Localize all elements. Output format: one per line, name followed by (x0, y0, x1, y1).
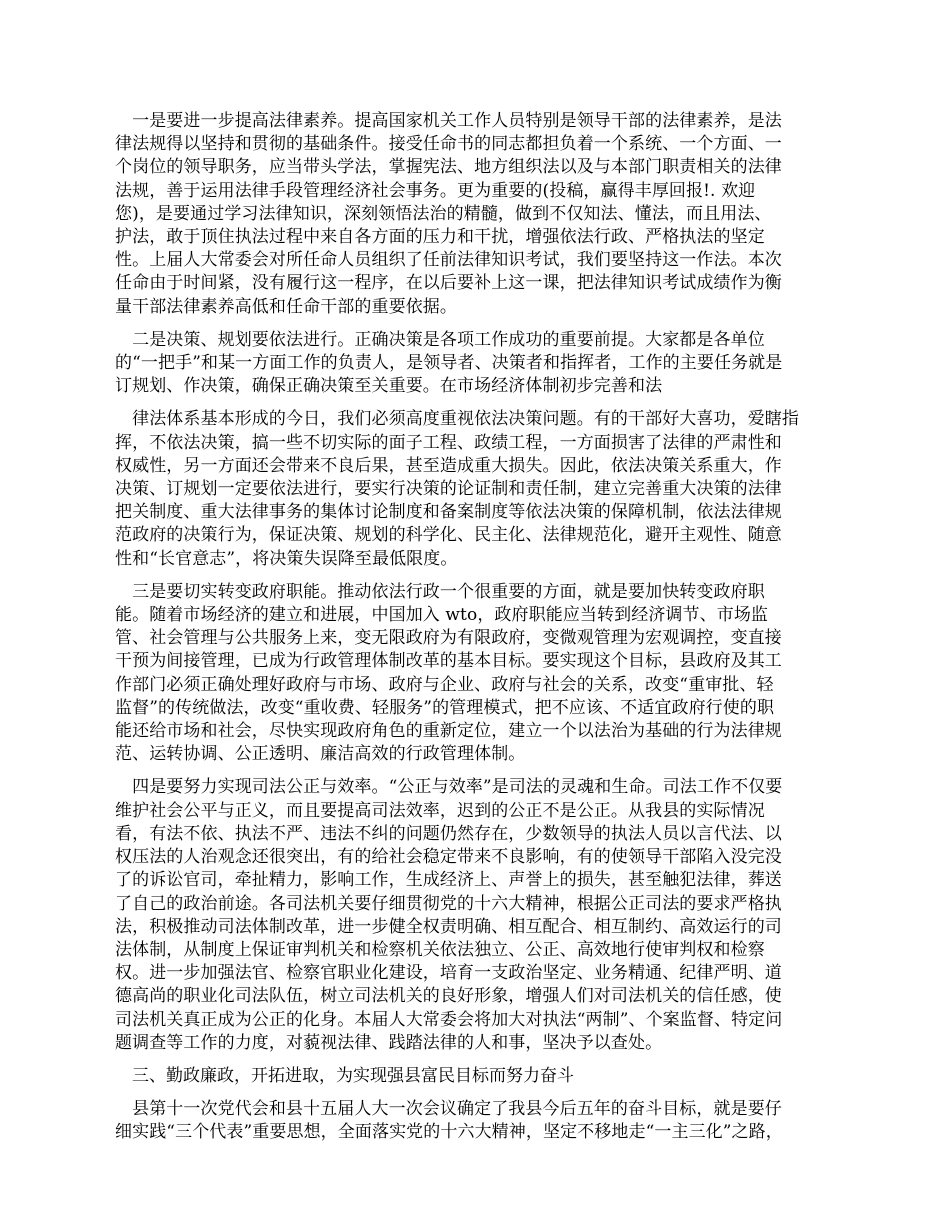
text-line: 律法体系基本形成的今日，我们必须高度重视依法决策问题。有的干部好大喜功，爱瞎指 (115, 409, 799, 430)
text-line: 法，积极推动司法体制改革，进一步健全权责明确、相互配合、相互制约、高效运行的司 (115, 916, 782, 937)
text-line: 管、社会管理与公共服务上来，变无限政府为有限政府，变微观管理为宏观调控，变直接 (115, 628, 782, 649)
text-line: 一是要进一步提高法律素养。提高国家机关工作人员特别是领导干部的法律素养，是法 (115, 111, 782, 131)
text-line: 了的诉讼官司，牵扯精力，影响工作，生成经济上、声誉上的损失，甚至触犯法律，葬送 (115, 870, 782, 891)
text-line: 律法规得以坚持和贯彻的基础条件。接受任命书的同志都担负着一个系统、一个方面、一 (115, 134, 782, 155)
text-line: 性。上届人大常委会对所任命人员组织了任前法律知识考试，我们要坚持这一作法。本次 (115, 250, 782, 271)
text-line: 权。进一步加强法官、检察官职业化建设，培育一支政治坚定、业务精通、纪律严明、道 (115, 963, 782, 984)
paragraph-decision-continued (115, 408, 837, 570)
section-heading (115, 1065, 837, 1088)
text-line: 干预为间接管理，已成为行政管理体制改革的基本目标。要实现这个目标，县政府及其工 (115, 651, 782, 672)
text-line: 个岗位的领导职务，应当带头学法，掌握宪法、地方组织法以及与本部门职责相关的法律 (115, 157, 782, 178)
text-line: 作部门必须正确处理好政府与市场、政府与企业、政府与社会的关系，改变“重审批、轻 (115, 674, 774, 695)
text-line: 细实践“三个代表”重要思想，全面落实党的十六大精神，坚定不移地走“一主三化”之路， (115, 1122, 783, 1143)
text-line: 的“一把手”和某一方面工作的负责人，是领导者、决策者和指挥者，工作的主要任务就是 (115, 353, 783, 374)
text-line: 量干部法律素养高低和任命干部的重要依据。 (115, 296, 457, 317)
paragraph-government-functions (115, 581, 837, 767)
text-line: 权威性，另一方面还会带来不良后果，甚至造成重大损失。因此，依法决策关系重大，作 (115, 455, 782, 476)
text-line: 能。随着市场经济的建立和进展，中国加入 wto，政府职能应当转到经济调节、市场监 (115, 605, 769, 626)
paragraph-decision-planning (115, 329, 837, 399)
text-line: 把关制度、重大法律事务的集体讨论制度和备案制度等依法决策的保障机制，依法法律规 (115, 502, 782, 523)
paragraph-county-goals (115, 1098, 837, 1144)
paragraph-legal-literacy (115, 110, 837, 319)
paragraph-judicial-justice (115, 776, 837, 1054)
text-line: 任命由于时间紧，没有履行这一程序，在以后要补上这一课，把法律知识考试成绩作为衡 (115, 273, 782, 294)
text-line: 护法，敢于顶住执法过程中来自各方面的压力和干扰，增强依法行政、严格执法的坚定 (115, 227, 765, 248)
text-line: 决策、订规划一定要依法进行，要实行决策的论证制和责任制，建立完善重大决策的法律 (115, 479, 782, 500)
text-line: 三是要切实转变政府职能。推动依法行政一个很重要的方面，就是要加快转变政府职 (115, 581, 765, 602)
text-line: 司法机关真正成为公正的化身。本届人大常委会将加大对执法“两制”、个案监督、特定问 (115, 1009, 783, 1030)
text-line: 法体制，从制度上保证审判机关和检察机关依法独立、公正、高效地行使审判权和检察 (115, 939, 765, 960)
text-line: 范政府的决策行为，保证决策、规划的科学化、民主化、法律规范化，避开主观性、随意 (115, 525, 782, 546)
text-line: 看，有法不依、执法不严、违法不纠的问题仍然存在，少数领导的执法人员以言代法、以 (115, 823, 782, 844)
document-body (115, 110, 837, 1155)
text-line: 挥，不依法决策，搞一些不切实际的面子工程、政绩工程，一方面损害了法律的严肃性和 (115, 432, 782, 453)
text-line: 订规划、作决策，确保正确决策至关重要。在市场经济体制初步完善和法 (115, 376, 663, 397)
text-line: 范、运转协调、公正透明、廉洁高效的行政管理体制。 (115, 744, 526, 765)
text-line: 性和“长官意志”，将决策失误降至最低限度。 (115, 548, 458, 569)
text-line: 了自己的政治前途。各司法机关要仔细贯彻党的十六大精神，根据公正司法的要求严格执 (115, 893, 782, 914)
text-line: 德高尚的职业化司法队伍，树立司法机关的良好形象，增强人们对司法机关的信任感，使 (115, 986, 782, 1007)
text-line: 县第十一次党代会和县十五届人大一次会议确定了我县今后五年的奋斗目标，就是要仔 (115, 1099, 782, 1120)
text-line: 四是要努力实现司法公正与效率。“公正与效率”是司法的灵魂和生命。司法工作不仅要 (115, 777, 783, 798)
text-line: 法规，善于运用法律手段管理经济社会事务。更为重要的(投稿，赢得丰厚回报!. 欢迎 (115, 180, 756, 201)
text-line: 题调查等工作的力度，对藐视法律、践踏法律的人和事，坚决予以查处。 (115, 1032, 663, 1053)
section-heading-text: 三、勤政廉政，开拓进取，为实现强县富民目标而努力奋斗 (115, 1065, 574, 1086)
text-line: 您)，是要通过学习法律知识，深刻领悟法治的精髓，做到不仅知法、懂法，而且用法、 (115, 203, 772, 224)
text-line: 二是决策、规划要依法进行。正确决策是各项工作成功的重要前提。大家都是各单位 (115, 329, 765, 350)
text-line: 维护社会公平与正义，而且要提高司法效率，迟到的公正不是公正。从我县的实际情况 (115, 800, 765, 821)
text-line: 权压法的人治观念还很突出，有的给社会稳定带来不良影响，有的使领导干部陷入没完没 (115, 847, 782, 868)
text-line: 监督”的传统做法，改变“重收费、轻服务”的管理模式，把不应该、不适宜政府行使的职 (115, 697, 775, 718)
text-line: 能还给市场和社会，尽快实现政府角色的重新定位，建立一个以法治为基础的行为法律规 (115, 721, 782, 742)
